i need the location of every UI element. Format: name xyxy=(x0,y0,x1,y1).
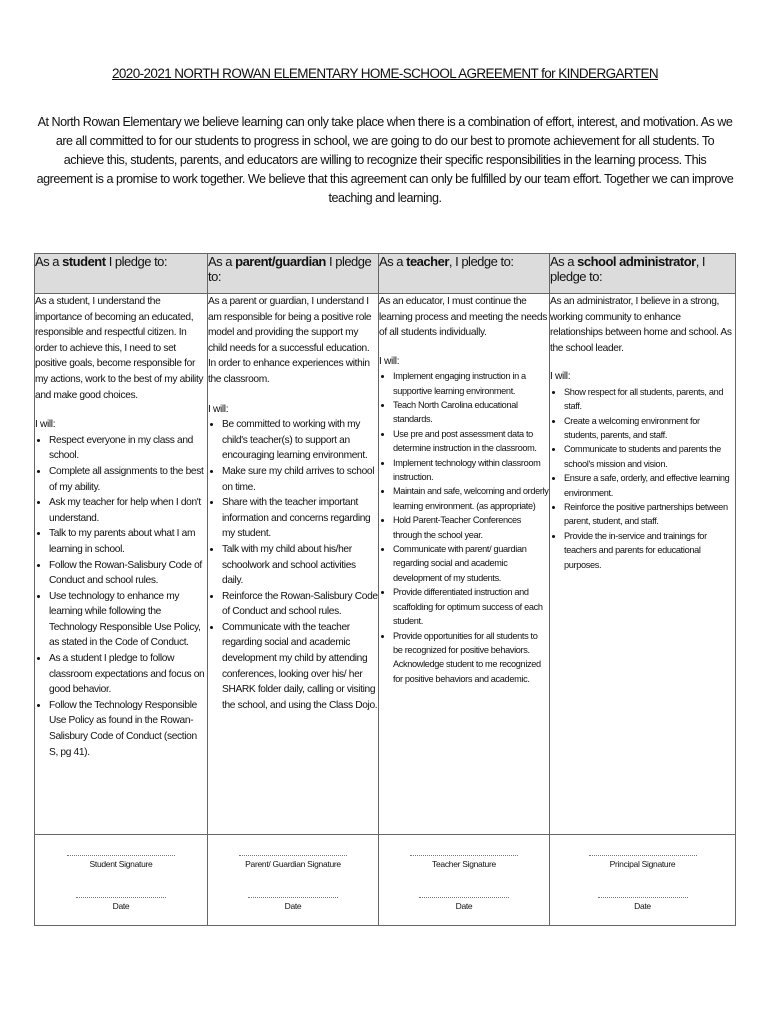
administrator-list xyxy=(550,385,735,572)
list-item: • Be committed to working with my child's teacher(s) to support an encouraging learning environment. xyxy=(222,417,378,464)
list-item: • Implement technology within classroom instruction. xyxy=(393,456,549,485)
list-item: • Follow the Rowan-Salisbury Code of Conduct and school rules. xyxy=(49,558,207,589)
signature-label: Student Signature xyxy=(89,859,153,869)
student-cell xyxy=(35,294,208,835)
list-item: • Reinforce the positive partnerships between parent, student, and staff. xyxy=(564,500,735,529)
list-item: • Provide opportunities for all students to be recognized for positive behaviors. Acknowledge student to me recognized for positive behaviors and academic. xyxy=(393,629,549,687)
administrator-cell xyxy=(550,294,736,835)
header-parent: As a parent/guardian I pledge to: xyxy=(208,254,379,294)
teacher-date-line[interactable] xyxy=(419,897,509,898)
date-label: Date xyxy=(112,901,130,911)
principal-signature-cell xyxy=(550,835,736,926)
list-item: • Implement engaging instruction in a supportive learning environment. xyxy=(393,369,549,398)
list-item: • Reinforce the Rowan-Salisbury Code of Conduct and school rules. xyxy=(222,589,378,620)
list-item: • Teach North Carolina educational standards. xyxy=(393,398,549,427)
header-row xyxy=(35,254,736,294)
administrator-will: I will: xyxy=(550,371,571,383)
header-student: As a student I pledge to: xyxy=(35,254,208,294)
teacher-signature-cell xyxy=(379,835,550,926)
intro-paragraph: At North Rowan Elementary we believe learning can only take place when there is a combination of effort, interest, and motivation. As we are all committed to for our students to progress in school, we are going to do our best to promote achievement for all students. To achieve this, students, parents, and educators are willing to recognize their specific responsibilities in the learning process. This agreement is a promise to work together. We believe that this agreement can only be fulfilled by our team effort. Together we can improve teaching and learning. xyxy=(36,115,734,205)
document-title: 2020-2021 NORTH ROWAN ELEMENTARY HOME-SCHOOL AGREEMENT for KINDERGARTEN xyxy=(111,66,659,81)
list-item: • Provide the in-service and trainings for teachers and parents for educational purposes. xyxy=(564,529,735,572)
list-item: • As a student I pledge to follow classroom expectations and focus on good behavior. xyxy=(49,651,207,698)
list-item: • Complete all assignments to the best of my ability. xyxy=(49,464,207,495)
list-item: • Create a welcoming environment for students, parents, and staff. xyxy=(564,414,735,443)
date-label: Date xyxy=(634,901,651,911)
body-row xyxy=(35,294,736,835)
parent-list xyxy=(208,417,378,713)
student-signature-cell xyxy=(35,835,208,926)
student-date-line[interactable] xyxy=(76,897,166,898)
list-item: • Talk with my child about his/her schoolwork and school activities daily. xyxy=(222,542,378,589)
teacher-cell xyxy=(379,294,550,835)
signature-label: Parent/ Guardian Signature xyxy=(245,859,341,869)
list-item: • Show respect for all students, parents, and staff. xyxy=(564,385,735,414)
list-item: • Use pre and post assessment data to determine instruction in the classroom. xyxy=(393,427,549,456)
parent-will: I will: xyxy=(208,403,229,415)
date-label: Date xyxy=(284,901,302,911)
parent-date-line[interactable] xyxy=(248,897,338,898)
list-item: • Talk to my parents about what I am learning in school. xyxy=(49,526,207,557)
list-item: • Communicate to students and parents the school's mission and vision. xyxy=(564,442,735,471)
list-item: • Ask my teacher for help when I don't understand. xyxy=(49,495,207,526)
list-item: • Provide differentiated instruction and scaffolding for optimum success of each student. xyxy=(393,585,549,628)
parent-signature-line[interactable] xyxy=(239,855,347,856)
list-item: • Make sure my child arrives to school on time. xyxy=(222,464,378,495)
principal-date-line[interactable] xyxy=(598,897,688,898)
list-item: • Use technology to enhance my learning while following the Technology Responsible Use Policy, as stated in the Code of Conduct. xyxy=(49,589,207,651)
principal-signature-line[interactable] xyxy=(589,855,697,856)
date-label: Date xyxy=(455,901,473,911)
parent-intro: As a parent or guardian, I understand I am responsible for being a positive role model and providing the support my child needs for a successful education. In order to enhance experiences within the classroom. xyxy=(208,296,372,385)
signature-row xyxy=(35,835,736,926)
teacher-signature-line[interactable] xyxy=(410,855,518,856)
list-item: • Share with the teacher important information and concerns regarding my student. xyxy=(222,495,378,542)
parent-cell xyxy=(208,294,379,835)
teacher-will: I will: xyxy=(379,355,400,367)
list-item: • Ensure a safe, orderly, and effective learning environment. xyxy=(564,471,735,500)
teacher-intro: As an educator, I must continue the learning process and meeting the needs of all students individually. xyxy=(379,296,547,339)
list-item: • Follow the Technology Responsible Use Policy as found in the Rowan-Salisbury Code of Conduct (section S, pg 41). xyxy=(49,698,207,760)
student-list xyxy=(35,433,207,760)
administrator-intro: As an administrator, I believe in a strong, working community to enhance relationships between home and school. As the school leader. xyxy=(550,296,732,354)
teacher-list xyxy=(379,369,549,686)
list-item: • Respect everyone in my class and school. xyxy=(49,433,207,464)
parent-signature-cell xyxy=(208,835,379,926)
student-intro: As a student, I understand the importance of becoming an educated, responsible and respectful citizen. In order to achieve this, I need to set positive goals, become responsible for my actions, work to the best of my ability and make good choices. xyxy=(35,296,204,401)
list-item: • Hold Parent-Teacher Conferences through the school year. xyxy=(393,513,549,542)
list-item: • Communicate with parent/ guardian regarding social and academic development of my students. xyxy=(393,542,549,585)
signature-label: Teacher Signature xyxy=(432,859,496,869)
student-signature-line[interactable] xyxy=(67,855,175,856)
list-item: • Maintain and safe, welcoming and orderly learning environment. (as appropriate) xyxy=(393,484,549,513)
header-administrator: As a school administrator, I pledge to: xyxy=(550,254,736,294)
header-teacher: As a teacher, I pledge to: xyxy=(379,254,550,294)
signature-label: Principal Signature xyxy=(609,859,676,869)
student-will: I will: xyxy=(35,419,56,431)
list-item: • Communicate with the teacher regarding social and academic development my child by attending conferences, looking over his/ her SHARK folder daily, calling or visiting the school, and using the Class Dojo. xyxy=(222,620,378,714)
pledge-table xyxy=(34,253,736,926)
